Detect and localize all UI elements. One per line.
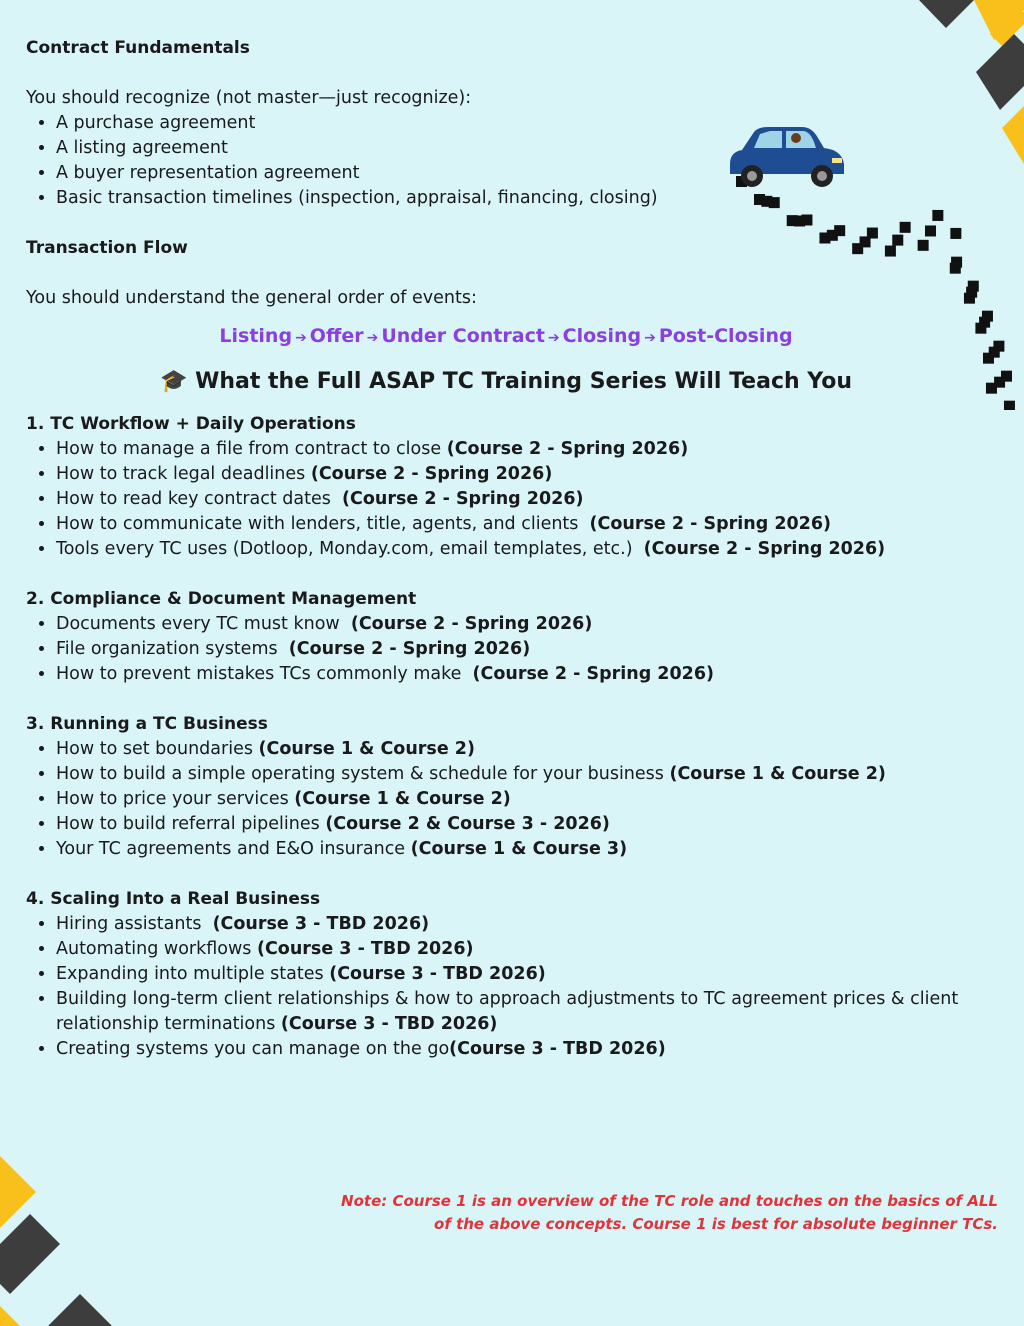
- list-item: [56, 637, 986, 662]
- list-item: [56, 512, 986, 537]
- list-item: [56, 487, 986, 512]
- course-sections: [26, 412, 986, 1062]
- item-text: How to manage a file from contract to close: [56, 439, 447, 459]
- arrow-icon: ➔: [547, 330, 560, 346]
- course-label: (Course 2 - Spring 2026): [350, 614, 593, 634]
- item-text: Tools every TC uses (Dotloop, Monday.com, email templates, etc.): [56, 539, 644, 559]
- list-item: [56, 1037, 986, 1062]
- section-list: [26, 737, 986, 862]
- list-item: [56, 912, 986, 937]
- item-text: Documents every TC must know: [56, 614, 351, 634]
- series-title: [26, 369, 986, 394]
- flow-step: Offer: [309, 325, 364, 347]
- list-item: [56, 612, 986, 637]
- list-item: [56, 737, 986, 762]
- item-text: Automating workflows: [56, 939, 257, 959]
- corner-decoration-bottom-left: [0, 1156, 120, 1326]
- item-text: How to build referral pipelines: [56, 814, 326, 834]
- spacer: [26, 862, 986, 887]
- list-item: • Basic transaction timelines (inspection, appraisal, financing, closing): [56, 186, 986, 211]
- course-label: (Course 1 & Course 2): [258, 739, 475, 759]
- list-item: [56, 987, 986, 1037]
- item-text: Hiring assistants: [56, 914, 213, 934]
- item-text: How to prevent mistakes TCs commonly make: [56, 664, 473, 684]
- item-text: How to communicate with lenders, title, agents, and clients: [56, 514, 590, 534]
- course-label: (Course 2 - Spring 2026): [310, 464, 553, 484]
- arrow-icon: ➔: [644, 330, 656, 346]
- course-label: (Course 2 - Spring 2026): [472, 664, 715, 684]
- list-item: [56, 537, 986, 562]
- transaction-flow: [26, 324, 986, 351]
- course-label: (Course 1 & Course 2): [669, 764, 886, 784]
- graduation-cap-icon: 🎓: [160, 369, 188, 394]
- course-label: (Course 2 - Spring 2026): [446, 439, 689, 459]
- list-item: • A purchase agreement: [56, 111, 986, 136]
- flow-step: Listing: [219, 325, 293, 347]
- series-title-text: What the Full ASAP TC Training Series Will Teach You: [195, 369, 852, 394]
- flow-step: Closing: [562, 325, 642, 347]
- item-text: Expanding into multiple states: [56, 964, 330, 984]
- course-label: (Course 1 & Course 2): [294, 789, 511, 809]
- contract-list: [26, 111, 986, 211]
- section-list: [26, 612, 986, 687]
- contract-intro: You should recognize (not master—just recognize):: [26, 88, 472, 108]
- course-label: (Course 2 - Spring 2026): [643, 539, 886, 559]
- list-item: [56, 437, 986, 462]
- item-text: How to track legal deadlines: [56, 464, 311, 484]
- spacer: [26, 562, 986, 587]
- course-label: (Course 3 - TBD 2026): [329, 964, 546, 984]
- list-item: [56, 762, 986, 787]
- flow-step: Post-Closing: [658, 325, 793, 347]
- course-note: Note: Course 1 is an overview of the TC role and touches on the basics of ALL of the above concepts. Course 1 is best for absolute beginner TCs.: [341, 1192, 998, 1233]
- course-label: (Course 2 - Spring 2026): [589, 514, 832, 534]
- flow-step: Under Contract: [381, 325, 545, 347]
- section-heading: 1. TC Workflow + Daily Operations: [26, 414, 356, 434]
- item-text: File organization systems: [56, 639, 289, 659]
- transaction-intro: You should understand the general order of events:: [26, 288, 477, 308]
- list-item: [56, 812, 986, 837]
- list-item: [56, 462, 986, 487]
- list-item: [56, 937, 986, 962]
- road-square: [986, 383, 997, 394]
- list-item: [56, 662, 986, 687]
- transaction-heading: Transaction Flow: [26, 238, 188, 258]
- item-text: Creating systems you can manage on the go: [56, 1039, 450, 1059]
- road-square: [1004, 401, 1015, 410]
- arrow-icon: ➔: [366, 330, 379, 346]
- arrow-icon: ➔: [295, 330, 307, 346]
- section-list: [26, 437, 986, 562]
- list-item: [56, 962, 986, 987]
- section-heading: 2. Compliance & Document Management: [26, 589, 417, 609]
- contract-heading: Contract Fundamentals: [26, 38, 250, 58]
- item-text: How to set boundaries: [56, 739, 259, 759]
- course-label: (Course 3 - TBD 2026): [212, 914, 430, 934]
- section-heading: 4. Scaling Into a Real Business: [26, 889, 321, 909]
- spacer: [26, 687, 986, 712]
- item-text: How to price your services: [56, 789, 295, 809]
- item-text: How to read key contract dates: [56, 489, 342, 509]
- item-text: Building long-term client relationships & how to approach adjustments to TC agreement prices & client relationship terminations: [56, 989, 964, 1034]
- course-label: (Course 1 & Course 3): [410, 839, 628, 859]
- course-label: (Course 3 - TBD 2026): [449, 1039, 666, 1059]
- item-text: Your TC agreements and E&O insurance: [56, 839, 411, 859]
- section-list: [26, 912, 986, 1062]
- list-item: [56, 837, 986, 862]
- list-item: • A listing agreement: [56, 136, 986, 161]
- main-content: [26, 36, 986, 1062]
- course-label: (Course 2 - Spring 2026): [288, 639, 531, 659]
- list-item: [56, 787, 986, 812]
- section-heading: 3. Running a TC Business: [26, 714, 268, 734]
- course-label: (Course 3 - TBD 2026): [280, 1014, 498, 1034]
- course-label: (Course 3 - TBD 2026): [256, 939, 474, 959]
- course-label: (Course 2 - Spring 2026): [342, 489, 584, 509]
- item-text: How to build a simple operating system & schedule for your business: [56, 764, 670, 784]
- course-label: (Course 2 & Course 3 - 2026): [325, 814, 610, 834]
- list-item: • A buyer representation agreement: [56, 161, 986, 186]
